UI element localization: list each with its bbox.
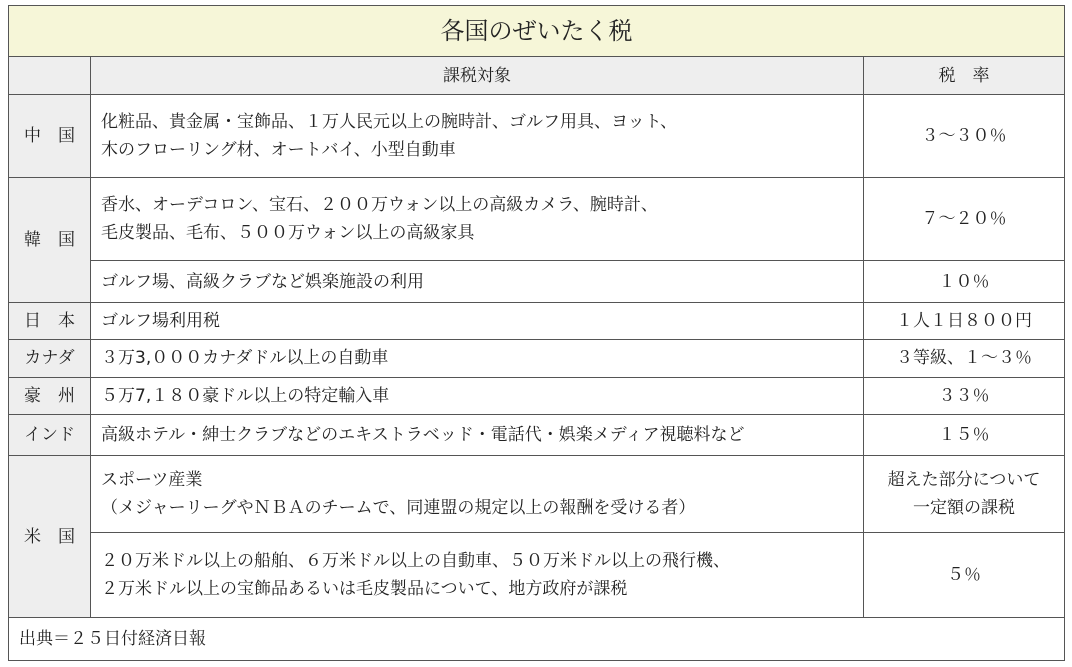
- subject-cell: [91, 377, 864, 414]
- source-row: [9, 618, 1065, 661]
- country-cell: 米 国: [9, 456, 91, 618]
- subject-cell: [91, 414, 864, 456]
- subject-cell: [91, 456, 864, 533]
- rate-cell: [864, 377, 1065, 414]
- rate-line: ３等級、１～３％: [896, 348, 1032, 369]
- subject-cell: [91, 95, 864, 178]
- table-title: 各国のぜいたく税: [9, 6, 1065, 57]
- country-cell: 韓 国: [9, 178, 91, 303]
- rate-cell: [864, 340, 1065, 377]
- rate-cell: [864, 456, 1065, 533]
- rate-cell: [864, 414, 1065, 456]
- country-cell: 日 本: [9, 302, 91, 339]
- header-subject: 課税対象: [91, 56, 864, 94]
- subject-line: ゴルフ場利用税: [101, 311, 220, 332]
- table-row: [9, 340, 1065, 377]
- table-row: [9, 261, 1065, 303]
- table-row: [9, 302, 1065, 339]
- country-cell: カナダ: [9, 340, 91, 377]
- subject-line: 毛皮製品、毛布、５００万ウォン以上の高級家具: [101, 223, 475, 244]
- subject-line: （メジャーリーグやＮＢＡのチームで、同連盟の規定以上の報酬を受ける者）: [101, 498, 696, 519]
- subject-cell: [91, 261, 864, 303]
- subject-line: ３万3,０００カナダドル以上の自動車: [101, 348, 389, 369]
- rate-line: ５％: [947, 565, 981, 586]
- subject-line: 香水、オーデコロン、宝石、２００万ウォン以上の高級カメラ、腕時計、: [101, 195, 658, 216]
- rate-line: ３～３０％: [921, 126, 1007, 147]
- rate-cell: [864, 178, 1065, 261]
- rate-line: １人１日８００円: [896, 311, 1032, 332]
- table-row: [9, 414, 1065, 456]
- rate-line: １５％: [938, 425, 990, 446]
- header-country: [9, 56, 91, 94]
- subject-line: 高級ホテル・紳士クラブなどのエキストラベッド・電話代・娯楽メディア視聴料など: [101, 425, 745, 446]
- subject-cell: [91, 533, 864, 618]
- subject-line: ２０万米ドル以上の船舶、６万米ドル以上の自動車、５０万米ドル以上の飛行機、: [101, 551, 730, 572]
- rate-line: ７～２０％: [921, 209, 1007, 230]
- header-row: [9, 56, 1065, 94]
- rate-cell: [864, 533, 1065, 618]
- subject-line: 化粧品、貴金属・宝飾品、１万人民元以上の腕時計、ゴルフ用具、ヨット、: [101, 112, 678, 133]
- rate-cell: [864, 95, 1065, 178]
- table-row: [9, 456, 1065, 533]
- country-cell: 豪 州: [9, 377, 91, 414]
- rate-line: 一定額の課税: [913, 498, 1015, 519]
- table-row: [9, 178, 1065, 261]
- table-row: [9, 533, 1065, 618]
- subject-line: ５万7,１８０豪ドル以上の特定輸入車: [101, 385, 390, 406]
- rate-line: １０％: [938, 271, 990, 292]
- country-cell: インド: [9, 414, 91, 456]
- subject-cell: [91, 340, 864, 377]
- source-note: 出典＝２５日付経済日報: [9, 618, 1065, 661]
- title-row: [9, 6, 1065, 57]
- subject-line: スポーツ産業: [101, 470, 203, 491]
- subject-cell: [91, 302, 864, 339]
- rate-cell: [864, 302, 1065, 339]
- subject-line: 木のフローリング材、オートバイ、小型自動車: [101, 140, 456, 161]
- table-row: [9, 95, 1065, 178]
- rate-line: 超えた部分について: [887, 470, 1041, 491]
- rate-line: ３３％: [938, 385, 990, 406]
- rate-cell: [864, 261, 1065, 303]
- subject-cell: [91, 178, 864, 261]
- subject-line: ゴルフ場、高級クラブなど娯楽施設の利用: [101, 271, 424, 292]
- country-cell: 中 国: [9, 95, 91, 178]
- header-rate: 税 率: [864, 56, 1065, 94]
- table-row: [9, 377, 1065, 414]
- luxury-tax-table: [8, 5, 1065, 661]
- subject-line: ２万米ドル以上の宝飾品あるいは毛皮製品について、地方政府が課税: [101, 579, 628, 600]
